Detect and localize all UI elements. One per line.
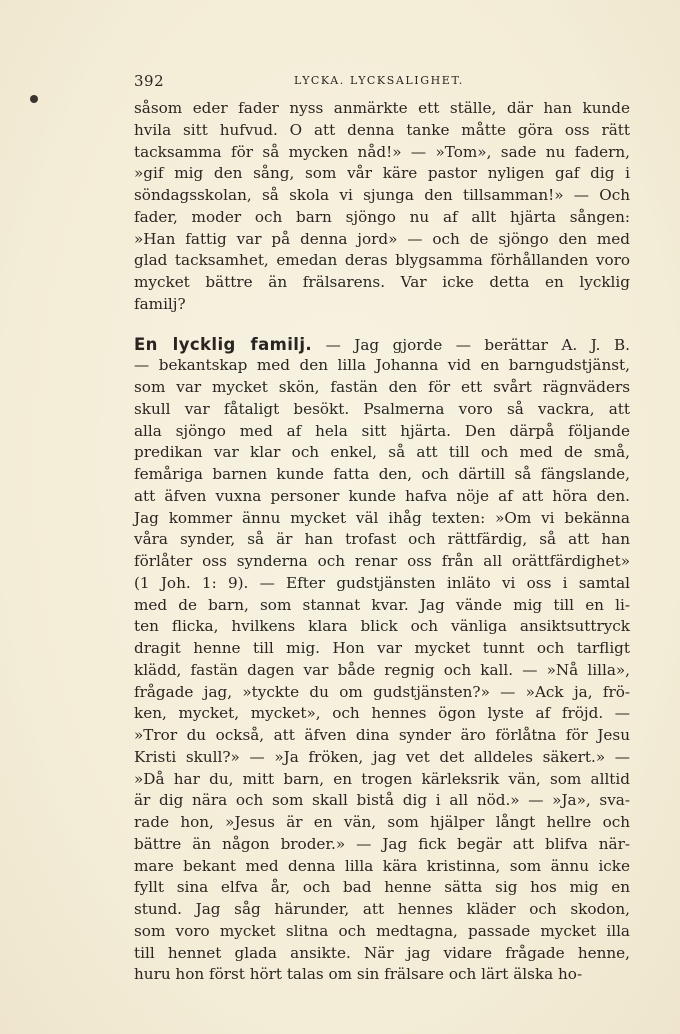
text-line: hvila sitt hufvud. O att denna tanke måtte göra oss rätt bbox=[134, 120, 630, 139]
text-line: som voro mycket slitna och medtagna, passade mycket illa bbox=[134, 921, 630, 940]
text-line: med de barn, som stannat kvar. Jag vände mig till en li- bbox=[134, 595, 630, 614]
text-line: söndagsskolan, så skola vi sjunga den tillsamman!» — Och bbox=[134, 186, 630, 204]
text-line: predikan var klar och enkel, så att till och med de små, bbox=[134, 443, 630, 462]
body-text bbox=[134, 98, 630, 986]
section-heading: En lycklig familj. bbox=[134, 334, 313, 354]
paragraph-1 bbox=[134, 98, 630, 316]
text-line: våra synder, så är han trofast och rättfärdig, så att han bbox=[134, 530, 630, 549]
page-header bbox=[134, 72, 630, 92]
text-line: — bekantskap med den lilla Johanna vid en barngudstjänst, bbox=[134, 356, 630, 375]
text-line: att äfven vuxna personer kunde hafva nöje af att höra den. bbox=[134, 486, 630, 505]
text-line: fader, moder och barn sjöngo nu af allt hjärta sången: bbox=[134, 207, 630, 226]
text-line: alla sjöngo med af hela sitt hjärta. Den därpå följande bbox=[134, 421, 630, 440]
text-line: Kristi skull?» — »Ja fröken, jag vet det alldeles säkert.» — bbox=[134, 747, 630, 766]
heading-line-text: — Jag gjorde — berättar A. J. B. bbox=[312, 335, 630, 354]
running-title: LYCKA. LYCKSALIGHET. bbox=[294, 74, 464, 87]
text-line: bättre än någon broder.» — Jag fick begär att blifva när- bbox=[134, 834, 630, 853]
text-line: huru hon först hört talas om sin frälsare och lärt älska ho- bbox=[134, 965, 583, 984]
text-line: såsom eder fader nyss anmärkte ett ställe, där han kunde bbox=[134, 99, 630, 117]
text-line: förlåter oss synderna och renar oss från all orättfärdighet» bbox=[134, 552, 630, 570]
paragraph-2 bbox=[134, 355, 630, 986]
text-line: ken, mycket, mycket», och hennes ögon lyste af fröjd. — bbox=[134, 704, 630, 723]
text-line: »Han fattig var på denna jord» — och de sjöngo den med bbox=[134, 229, 630, 248]
page-number: 392 bbox=[134, 72, 165, 90]
text-line: »Tror du också, att äfven dina synder äro förlåtna för Jesu bbox=[134, 726, 630, 744]
section-gap bbox=[134, 316, 630, 334]
text-line: fyllt sina elfva år, och bad henne sätta sig hos mig en bbox=[134, 878, 630, 897]
text-line: mycket bättre än frälsarens. Var icke detta en lycklig bbox=[134, 273, 630, 291]
text-line: tacksamma för så mycken nåd!» — »Tom», sade nu fadern, bbox=[134, 142, 630, 161]
text-line: som var mycket skön, fastän den för ett svårt rägnväders bbox=[134, 378, 630, 396]
text-line: rade hon, »Jesus är en vän, som hjälper långt hellre och bbox=[134, 813, 630, 831]
text-line: glad tacksamhet, emedan deras blygsamma förhållanden voro bbox=[134, 251, 630, 270]
text-line: frågade jag, »tyckte du om gudstjänsten?» — »Ack ja, frö- bbox=[134, 682, 630, 701]
text-line: klädd, fastän dagen var både regnig och kall. — »Nå lilla», bbox=[134, 660, 630, 679]
text-line: »gif mig den sång, som vår käre pastor nyligen gaf dig i bbox=[134, 164, 630, 183]
text-line: stund. Jag såg härunder, att hennes kläder och skodon, bbox=[134, 900, 630, 918]
text-line: femåriga barnen kunde fatta den, och därtill så fängslande, bbox=[134, 465, 630, 483]
text-line: till hennet glada ansikte. När jag vidare frågade henne, bbox=[134, 943, 630, 962]
text-line: skull var fåtaligt besökt. Psalmerna voro så vackra, att bbox=[134, 399, 630, 418]
text-line: Jag kommer ännu mycket väl ihåg texten: »Om vi bekänna bbox=[134, 508, 630, 527]
text-line: dragit henne till mig. Hon var mycket tunnt och tarfligt bbox=[134, 639, 630, 657]
ink-dot-mark bbox=[30, 95, 38, 103]
text-line: är dig nära och som skall bistå dig i all nöd.» — »Ja», sva- bbox=[134, 791, 630, 810]
text-line: mare bekant med denna lilla kära kristinna, som ännu icke bbox=[134, 856, 630, 875]
section-heading-line bbox=[134, 334, 630, 356]
text-line: »Då har du, mitt barn, en trogen kärleksrik vän, som alltid bbox=[134, 769, 630, 788]
text-line: ten flicka, hvilkens klara blick och vänliga ansiktsuttryck bbox=[134, 617, 630, 636]
text-line: (1 Joh. 1: 9). — Efter gudstjänsten inläto vi oss i samtal bbox=[134, 573, 630, 592]
text-line: familj? bbox=[134, 294, 186, 313]
